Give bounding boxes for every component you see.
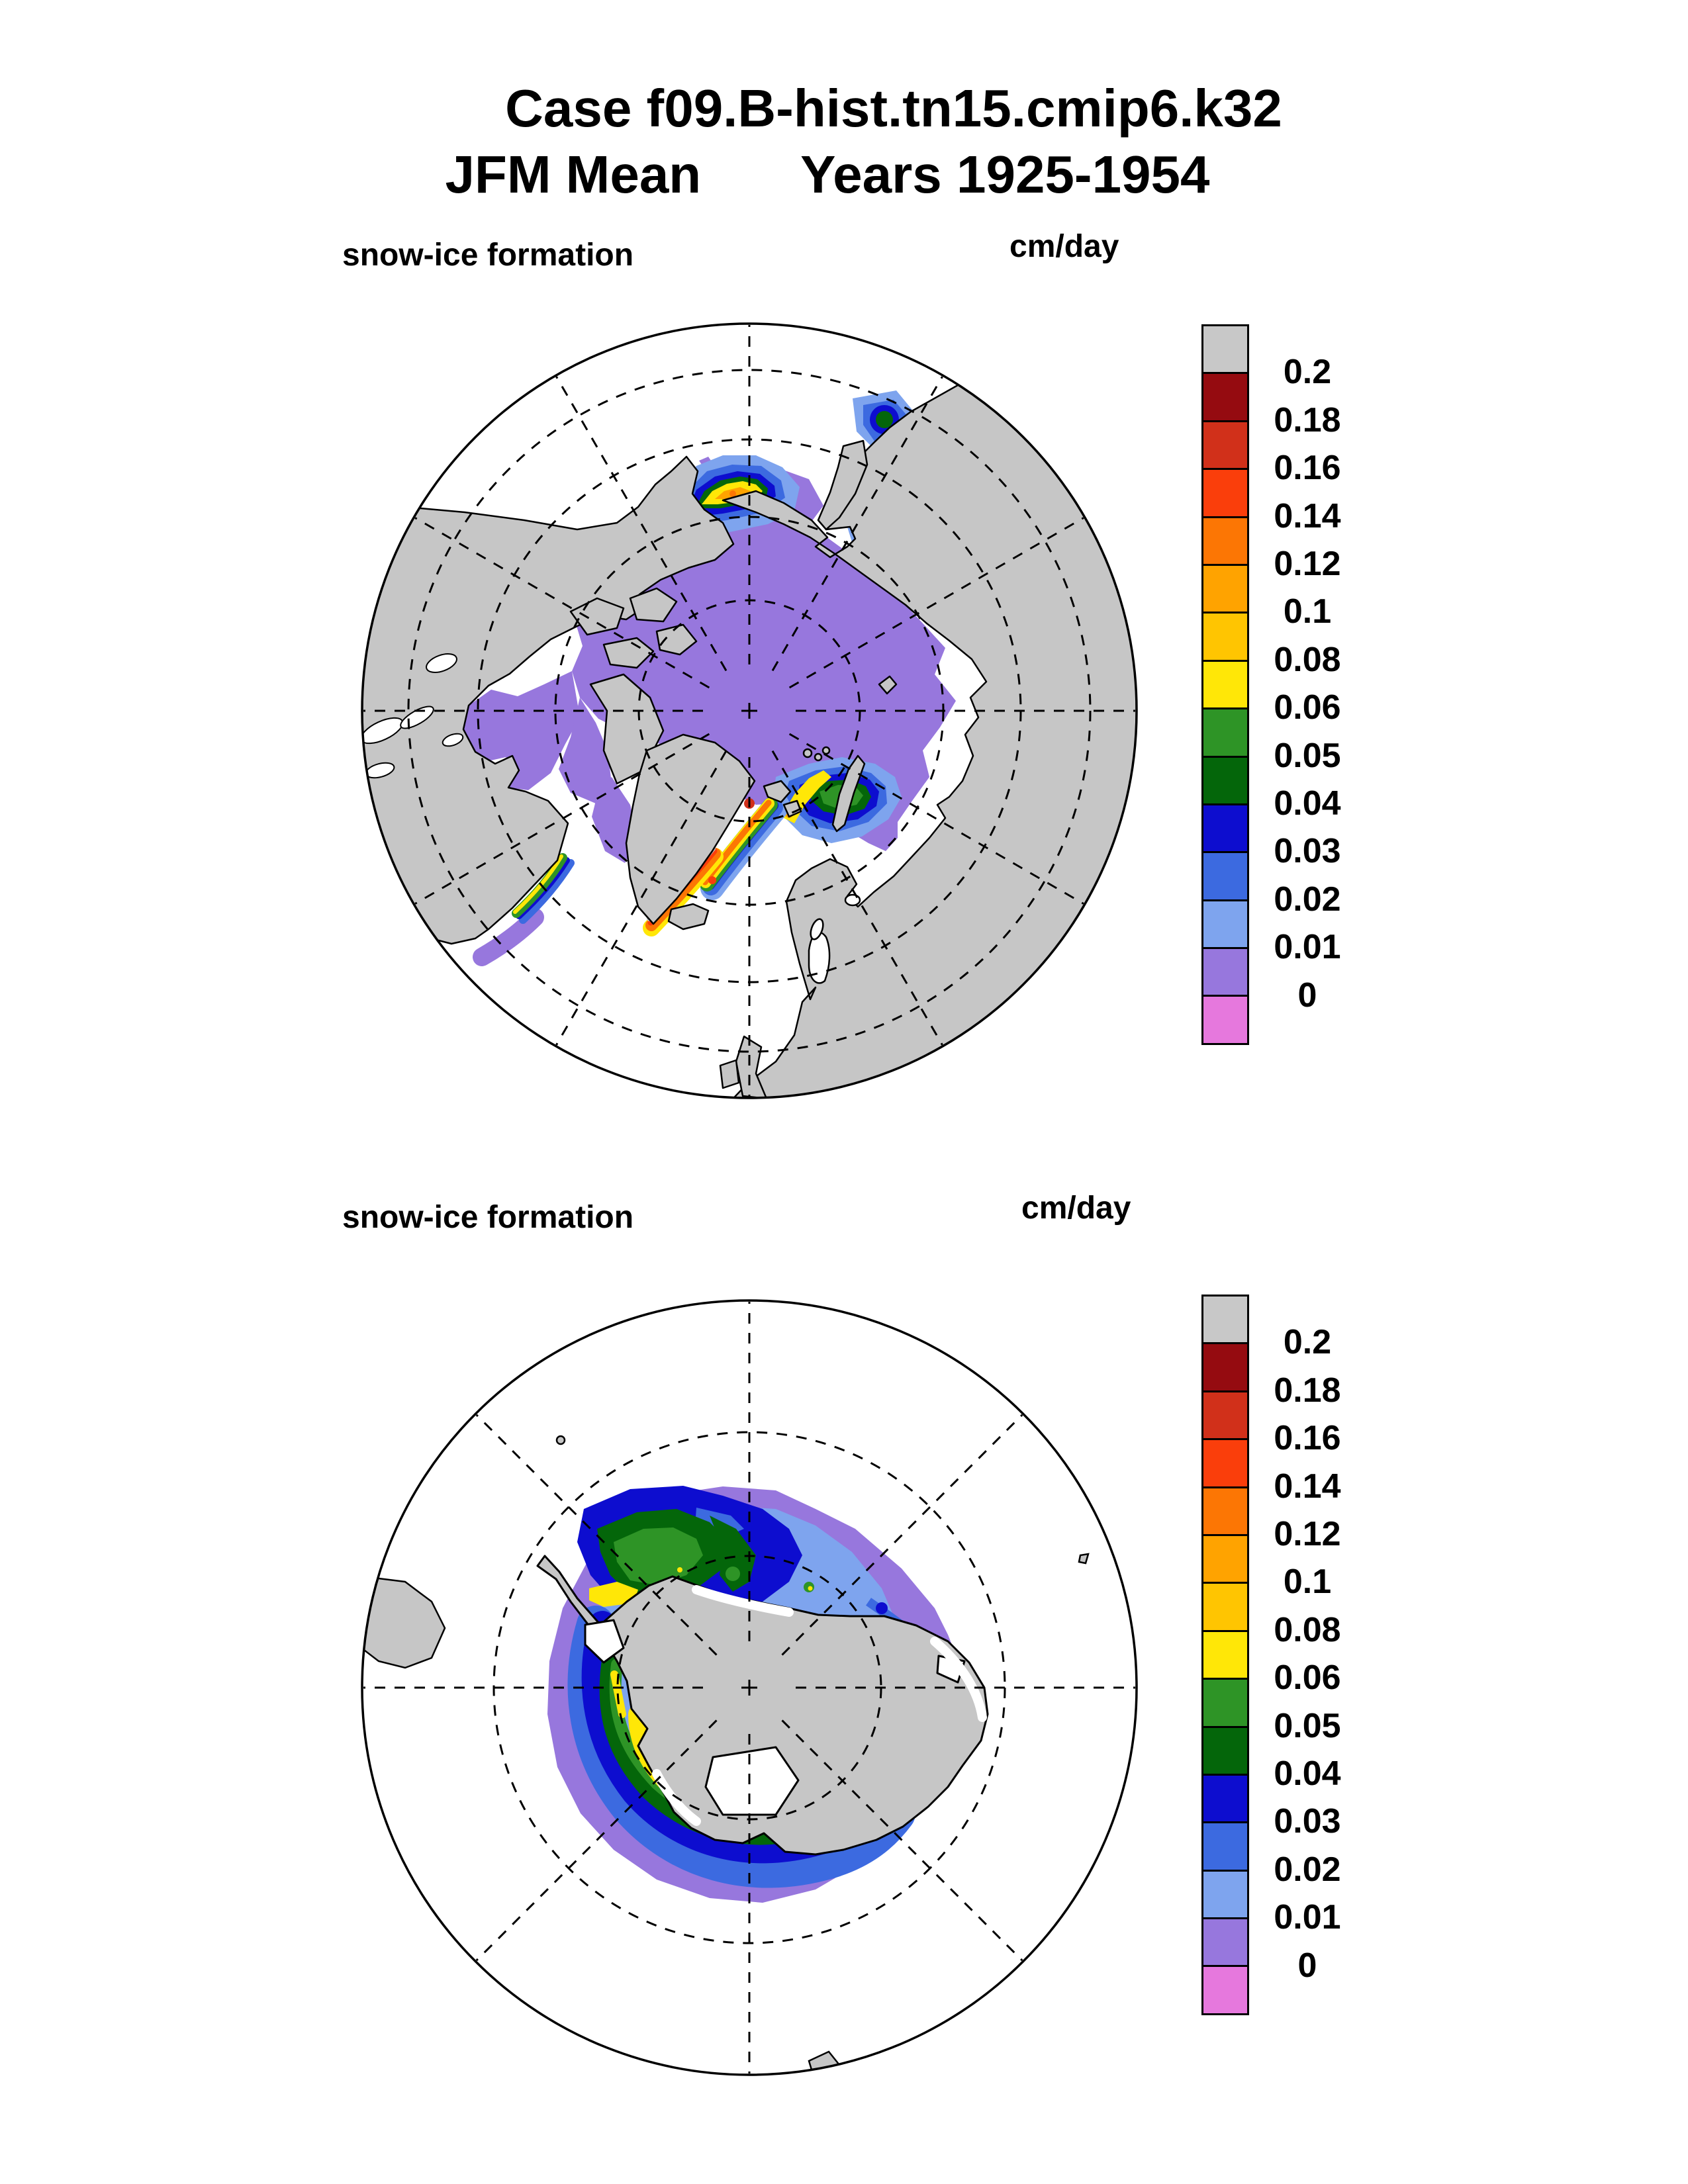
colorbar-cell-1 <box>1201 372 1249 422</box>
colorbar-cell-1 <box>1201 1342 1249 1392</box>
colorbar-cell-10 <box>1201 1774 1249 1823</box>
colorbar-tick-label: 0.02 <box>1274 880 1341 919</box>
colorbar-cell-10 <box>1201 803 1249 853</box>
colorbar-tick-label: 0.06 <box>1274 1659 1341 1698</box>
colorbar-cell-9 <box>1201 756 1249 805</box>
colorbar-cell-3 <box>1201 1438 1249 1488</box>
colorbar-south <box>1201 1295 1249 2015</box>
colorbar-cell-13 <box>1201 947 1249 997</box>
colorbar-cell-7 <box>1201 1630 1249 1680</box>
colorbar-cell-4 <box>1201 1486 1249 1536</box>
colorbar-tick-label: 0.14 <box>1274 496 1341 535</box>
colorbar-tick-label: 0.08 <box>1274 1610 1341 1649</box>
colorbar-cell-7 <box>1201 660 1249 709</box>
case-title: Case f09.B-hist.tn15.cmip6.k32 <box>505 79 1282 138</box>
colorbar-tick-label: 0.16 <box>1274 449 1341 488</box>
antarctic-map <box>352 1291 1147 2085</box>
colorbar-tick-label: 0.18 <box>1274 400 1341 439</box>
colorbar-cell-12 <box>1201 899 1249 949</box>
colorbar-tick-label: 0.12 <box>1274 545 1341 583</box>
arctic-map <box>352 314 1147 1108</box>
colorbar-cell-5 <box>1201 1534 1249 1584</box>
colorbar-cell-13 <box>1201 1917 1249 1967</box>
colorbar-tick-label: 0.05 <box>1274 736 1341 775</box>
colorbar-tick-label: 0.03 <box>1274 832 1341 871</box>
colorbar-tick-label: 0.03 <box>1274 1802 1341 1841</box>
colorbar-cell-12 <box>1201 1870 1249 1919</box>
colorbar-cell-11 <box>1201 1821 1249 1871</box>
colorbar-tick-label: 0.05 <box>1274 1706 1341 1745</box>
colorbar-cell-8 <box>1201 707 1249 757</box>
colorbar-tick-label: 0.08 <box>1274 640 1341 679</box>
colorbar-cell-11 <box>1201 851 1249 901</box>
antarctic-map-svg <box>352 1291 1147 2085</box>
colorbar-tick-label: 0.1 <box>1283 1563 1332 1602</box>
colorbar-tick-label: 0.04 <box>1274 784 1341 823</box>
colorbar-tick-label: 0.01 <box>1274 928 1341 967</box>
colorbar-tick-label: 0 <box>1297 976 1317 1015</box>
colorbar-cell-2 <box>1201 1390 1249 1440</box>
colorbar-cell-14 <box>1201 995 1249 1044</box>
colorbar-tick-label: 0.18 <box>1274 1371 1341 1410</box>
panel2-units-label: cm/day <box>1021 1191 1131 1226</box>
colorbar-tick-label: 0.01 <box>1274 1898 1341 1937</box>
colorbar-cell-2 <box>1201 420 1249 470</box>
colorbar-cell-5 <box>1201 564 1249 614</box>
colorbar-tick-label: 0.1 <box>1283 592 1332 631</box>
colorbar-tick-label: 0.02 <box>1274 1850 1341 1889</box>
panel1-variable-label: snow-ice formation <box>342 238 634 273</box>
colorbar-tick-label: 0.04 <box>1274 1754 1341 1793</box>
colorbar-north <box>1201 324 1249 1045</box>
colorbar-tick-label: 0 <box>1297 1946 1317 1985</box>
colorbar-tick-label: 0.2 <box>1283 353 1332 392</box>
colorbar-cell-8 <box>1201 1678 1249 1727</box>
colorbar-cell-3 <box>1201 468 1249 518</box>
colorbar-tick-label: 0.06 <box>1274 688 1341 727</box>
colorbar-tick-label: 0.2 <box>1283 1323 1332 1362</box>
years-label: Years 1925-1954 <box>800 145 1210 204</box>
colorbar-cell-14 <box>1201 1965 1249 2015</box>
colorbar-tick-label: 0.14 <box>1274 1467 1341 1506</box>
arctic-map-svg <box>352 314 1147 1108</box>
panel1-units-label: cm/day <box>1009 229 1119 264</box>
colorbar-cell-6 <box>1201 1582 1249 1631</box>
subtitle-row <box>265 144 1390 205</box>
colorbar-cell-0 <box>1201 1295 1249 1344</box>
colorbar-cell-4 <box>1201 516 1249 566</box>
colorbar-cell-0 <box>1201 324 1249 374</box>
panel2-variable-label: snow-ice formation <box>342 1200 634 1235</box>
colorbar-cell-9 <box>1201 1726 1249 1776</box>
colorbar-tick-label: 0.16 <box>1274 1419 1341 1458</box>
season-label: JFM Mean <box>445 145 702 204</box>
colorbar-cell-6 <box>1201 612 1249 661</box>
colorbar-tick-label: 0.12 <box>1274 1515 1341 1553</box>
